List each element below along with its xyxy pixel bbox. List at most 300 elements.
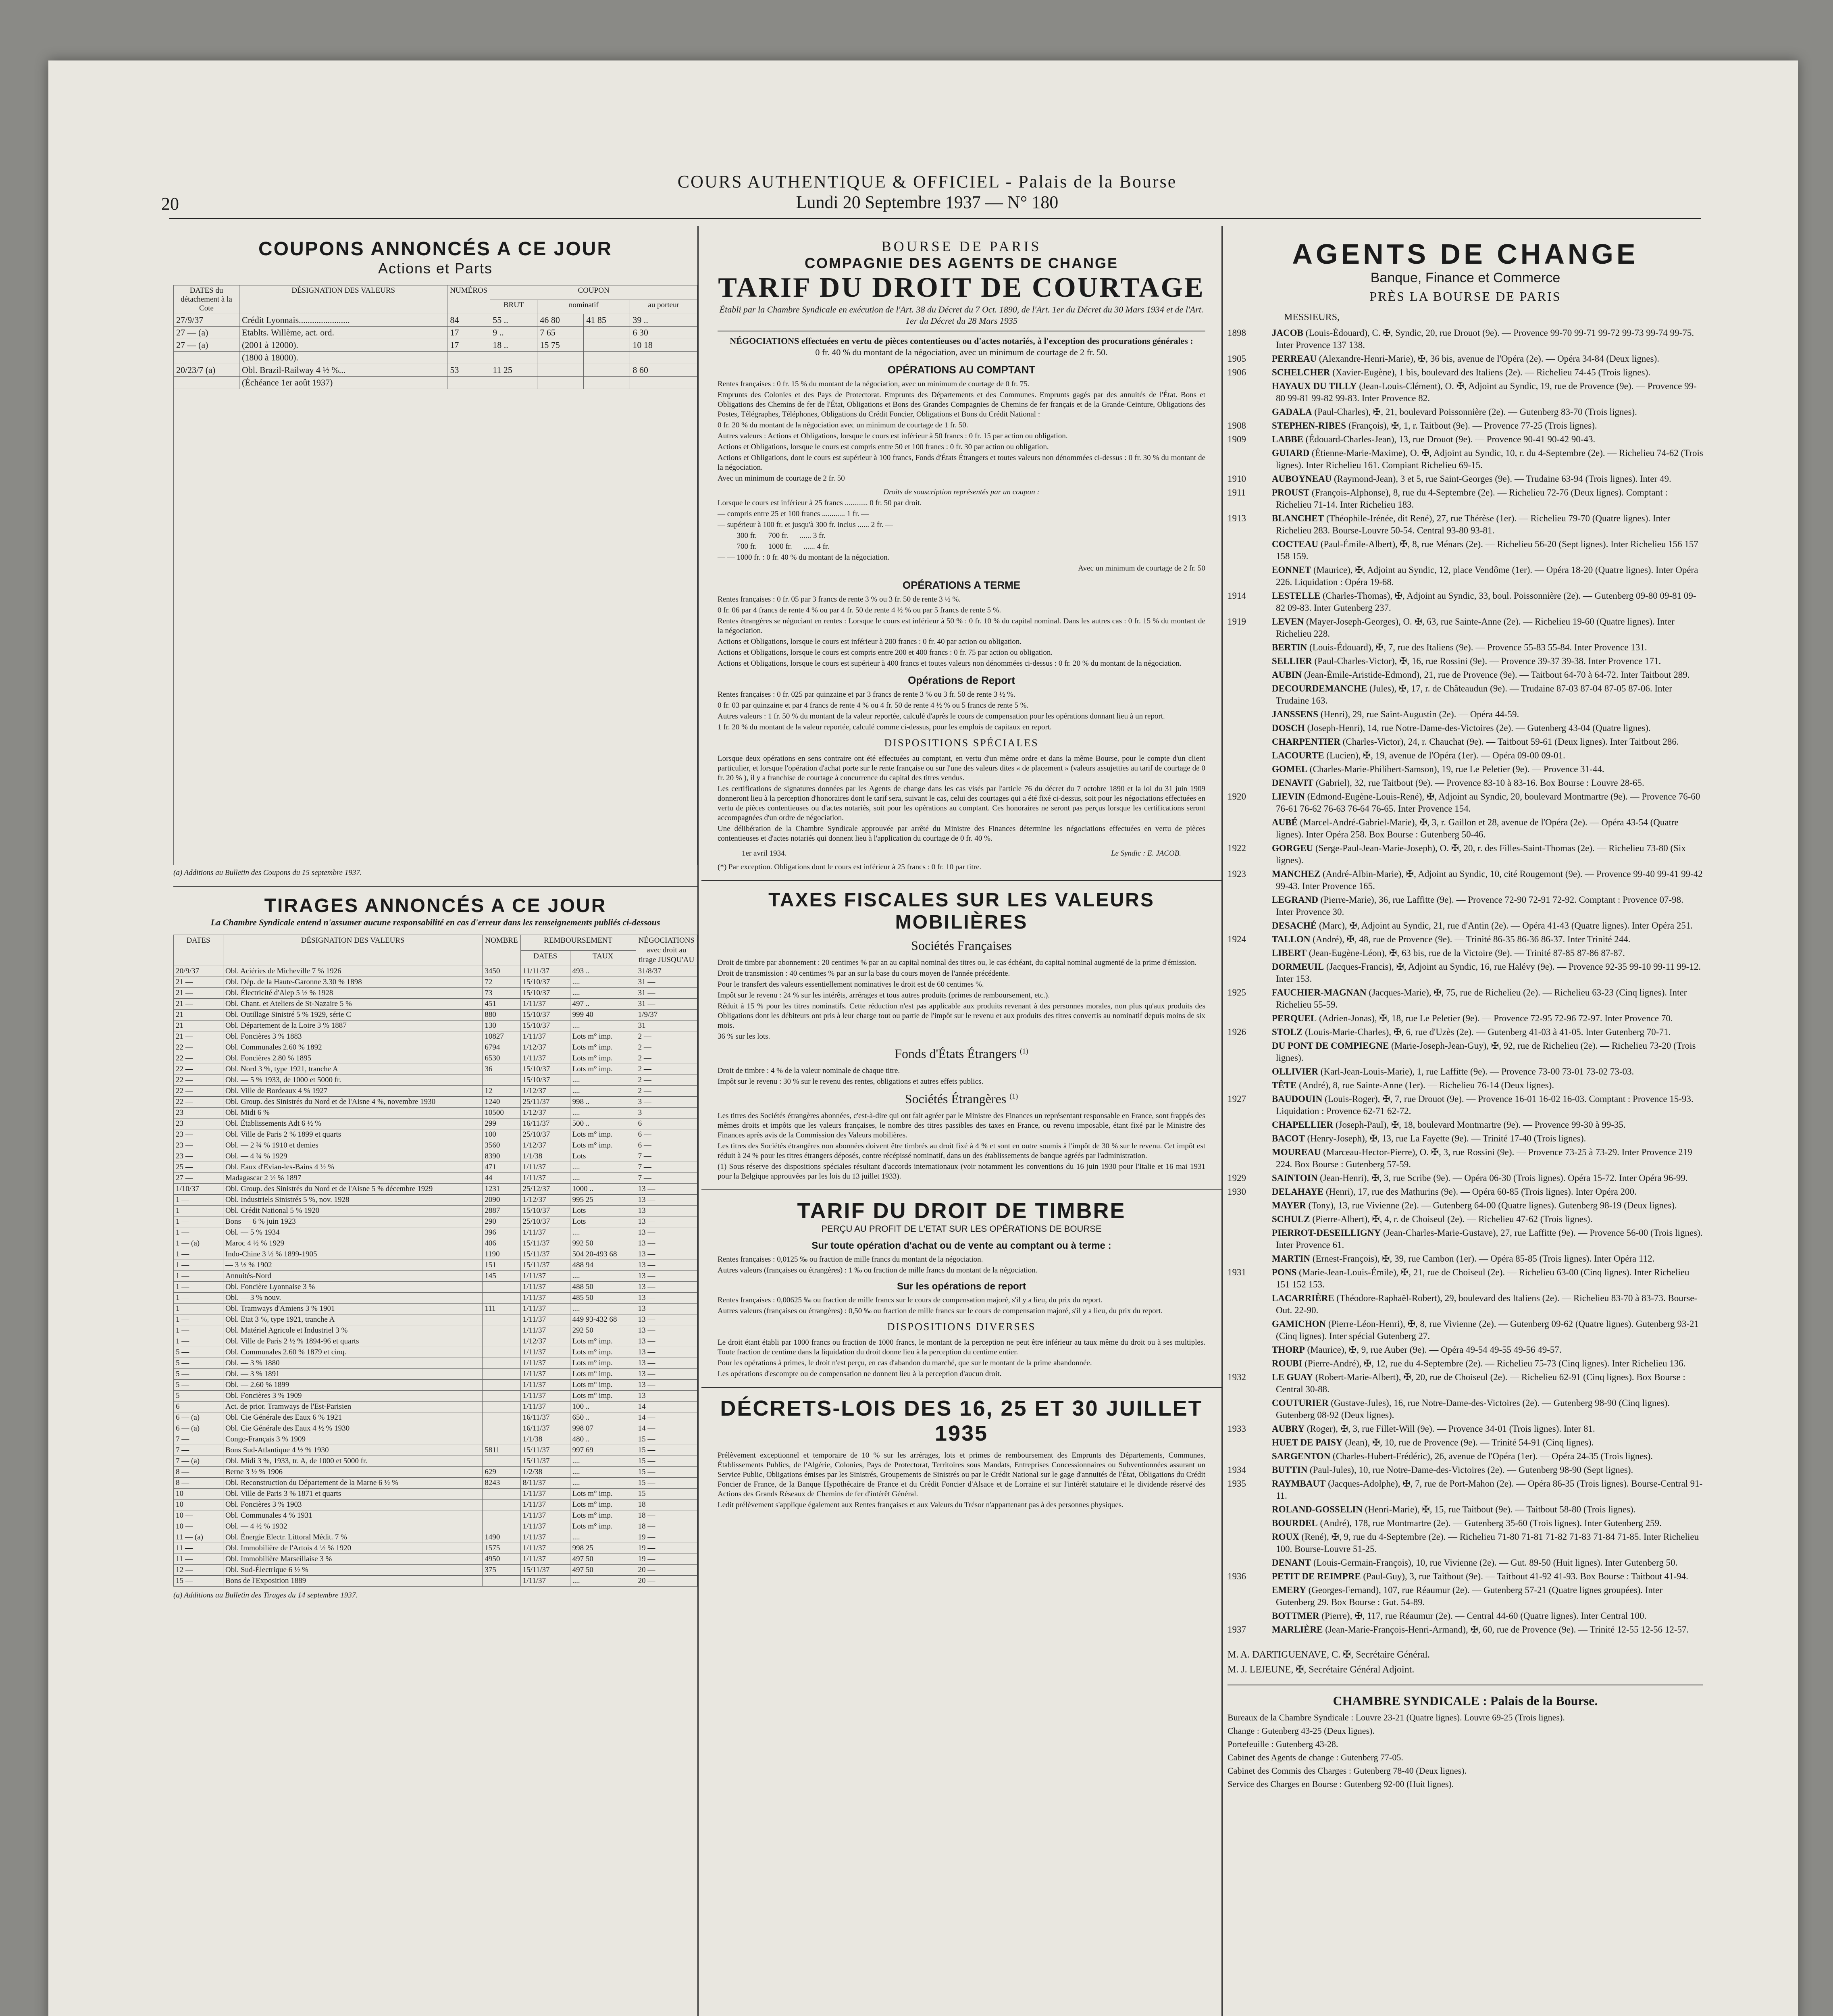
tirage-remb-date: 1/12/37 [520, 1140, 570, 1151]
tirage-designation: Obl. Foncières 3 % 1903 [223, 1500, 483, 1510]
coupon-nominatif-2 [584, 352, 630, 364]
coupon-number: 84 [447, 314, 490, 327]
div-text [718, 1338, 1205, 1379]
agent-name: EMERY [1272, 1585, 1306, 1595]
agent-detail: (Jacques-Francis), ✠, Adjoint au Syndic, 16, rue Halévy (9e). — Provence 92-35 99-10 99-11 99-12. Inter 153. [1276, 962, 1701, 984]
tirage-row [174, 1358, 697, 1369]
agent-detail: (Charles-Hubert-Frédéric), 26, avenue de l'Opéra (1er). — Opéra 24-35 (Trois lignes). [1333, 1451, 1653, 1461]
agent-detail: (Jean-Henri), ✠, 3, rue Scribe (9e). — Opéra 06-30 (Trois lignes). Opéra 15-72. Inter Opéra 96-99. [1320, 1173, 1688, 1183]
coupon-number [447, 352, 490, 364]
tirage-date: 22 — [174, 1064, 223, 1075]
agent-name: JANSSENS [1272, 709, 1319, 719]
comptant-paragraph: 0 fr. 20 % du montant de la négociation avec un minimum de courtage de 1 fr. 50. [718, 421, 968, 429]
agent-entry [1228, 616, 1703, 640]
taxes-fr-paragraph: Réduit à 15 % pour les titres nominatifs. Cette réduction n'est pas applicable aux produits revenant à des personnes morales, non plus qu'aux produits des Obligations dont les débiteurs ont pris à leur charge tout ou partie de l'impôt sur le revenu et aux produits des titres convertis au nominatif depuis moins de six mois. [718, 1002, 1205, 1030]
tirage-remb-date: 1/12/37 [520, 1336, 570, 1347]
tirage-designation: Obl. Outillage Sinistré 5 % 1929, série C [223, 1010, 483, 1020]
taxes-title: TAXES FISCALES SUR LES VALEURS MOBILIÈRES [768, 889, 1155, 933]
agent-entry [1228, 1624, 1703, 1636]
agent-entry [1228, 1213, 1703, 1225]
agent-entry [1228, 1093, 1703, 1117]
masthead-date: Lundi 20 Septembre 1937 — N° 180 [796, 192, 1059, 212]
tirage-nego: 13 — [636, 1293, 697, 1304]
terme-paragraph: Rentes françaises : 0 fr. 05 par 3 francs de rente 3 % ou 3 fr. 50 de rente 3 ½ %. [718, 595, 961, 604]
tirage-row [174, 999, 697, 1010]
nego-label: NÉGOCIATIONS effectuées en vertu de pièces contentieuses ou d'actes notariés, à l'exception des procurations générales : [730, 336, 1193, 346]
tirage-nego: 15 — [636, 1489, 697, 1500]
coupon-row [174, 314, 697, 327]
agent-name: SCHELCHER [1272, 367, 1330, 377]
agents-subtitle: Banque, Finance et Commerce [1370, 270, 1560, 285]
agent-entry [1228, 933, 1703, 946]
agent-name: BOTTMER [1272, 1611, 1319, 1621]
timbre-line: Autres valeurs (françaises ou étrangères) : 1 ‰ ou fraction de mille francs du montant de la négociation. [718, 1266, 1038, 1275]
tirage-nego: 7 — [636, 1162, 697, 1173]
tirage-taux: Lots m° imp. [570, 1053, 636, 1064]
tirage-date: 23 — [174, 1118, 223, 1129]
tirage-row [174, 1478, 697, 1489]
timbre-lines1 [718, 1255, 1205, 1275]
comptant-paragraph: Autres valeurs : Actions et Obligations, lorsque le cours est inférieur à 50 francs : 0 fr. 15 par action ou obligation. [718, 432, 1068, 440]
coupon-designation: (2001 à 12000). [239, 339, 447, 352]
agent-detail: (Georges-Fernand), 107, rue Réaumur (2e). — Gutenberg 57-21 (Quatre lignes groupées). Inter Gutenberg 29. Box Bourse : Gut. 54-89. [1276, 1585, 1663, 1607]
agent-name: DESACHÉ [1272, 921, 1317, 931]
agent-detail: (Maurice), ✠, Adjoint au Syndic, 12, place Vendôme (1er). — Opéra 18-20 (Quatre lignes). Inter Opéra 226. Liquidation : Opéra 19-68. [1276, 565, 1698, 587]
tirage-date: 10 — [174, 1500, 223, 1510]
agent-entry [1228, 538, 1703, 562]
tirage-designation: Obl. — 3 % 1880 [223, 1358, 483, 1369]
agents-subtitle2: PRÈS LA BOURSE DE PARIS [1369, 289, 1561, 304]
agent-detail: (Henri), 17, rue des Mathurins (9e). — Opéra 60-85 (Trois lignes). Inter Opéra 200. [1326, 1187, 1637, 1197]
tirage-date: 5 — [174, 1380, 223, 1391]
tirage-nego: 15 — [636, 1478, 697, 1489]
tirage-remb-date: 1/11/37 [520, 1162, 570, 1173]
agent-name: MOUREAU [1272, 1147, 1321, 1157]
tirage-nombre [483, 1336, 520, 1347]
agent-year: 1923 [1228, 869, 1246, 879]
tirage-nombre: 396 [483, 1227, 520, 1238]
tirage-nombre: 375 [483, 1565, 520, 1576]
tirage-date: 5 — [174, 1369, 223, 1380]
tirage-designation: — 3 ½ % 1902 [223, 1260, 483, 1271]
tirage-designation: Obl. Group. des Sinistrés du Nord et de l'Aisne 5 % décembre 1929 [223, 1184, 483, 1195]
tirage-taux: 650 .. [570, 1412, 636, 1423]
agent-detail: (François-Alphonse), 8, rue du 4-Septembre (2e). — Richelieu 72-76 (Deux lignes). Comptant : Richelieu 71-14. Inter Richelieu 183. [1276, 487, 1668, 510]
tirage-remb-date: 15/10/37 [520, 1020, 570, 1031]
col-dates: DATES du détachement à la Cote [174, 285, 239, 314]
tirage-nombre: 8243 [483, 1478, 520, 1489]
taxes-etr-paragraph: Les titres des Sociétés étrangères non abonnées doivent être timbrés au droit fixé à 4 % et sont en outre soumis à l'impôt de 30 % sur le revenu. Cet impôt est réduit à 24 % pour les titres étrangers déposés, contre récépissé nominatif, dans un des établissements de banque agréés par l'administration. [718, 1142, 1205, 1160]
tirage-designation: Obl. Électricité d'Alep 5 ½ % 1928 [223, 988, 483, 999]
col-t-nombre: NOMBRE [483, 935, 520, 966]
tirage-designation: Act. de prior. Tramways de l'Est-Parisien [223, 1402, 483, 1412]
agent-year: 1908 [1228, 421, 1246, 431]
agent-name: MANCHEZ [1272, 869, 1321, 879]
tarif-signature [718, 845, 1205, 862]
agent-detail: (Louis-Édouard), ✠, 7, rue des Italiens (9e). — Provence 55-83 55-84. Inter Provence 131. [1309, 642, 1647, 652]
tirage-nombre: 3450 [483, 966, 520, 977]
tirage-remb-date: 1/11/37 [520, 1358, 570, 1369]
tirage-taux: .... [570, 1020, 636, 1031]
tirage-date: 22 — [174, 1075, 223, 1086]
agent-year: 1919 [1228, 616, 1246, 627]
agent-detail: (Henri), 29, rue Saint-Augustin (2e). — Opéra 44-59. [1320, 709, 1519, 719]
souscription-line: — compris entre 25 et 100 francs ............ 1 fr. — [718, 510, 869, 518]
agent-name: MARTIN [1272, 1254, 1311, 1264]
tirage-row [174, 1086, 697, 1097]
agent-detail: (Edmond-Eugène-Louis-René), ✠, Adjoint au Syndic, 20, boulevard Montmartre (9e). — Provence 76-60 76-61 76-62 76-63 76-64 76-65. Inter Provence 154. [1276, 791, 1700, 814]
tirage-row [174, 1151, 697, 1162]
tirage-row [174, 1532, 697, 1543]
tirage-date: 1 — [174, 1314, 223, 1325]
agent-name: PROUST [1272, 487, 1310, 498]
tirage-taux: .... [570, 1467, 636, 1478]
terme-paragraph: Actions et Obligations, lorsque le cours est supérieur à 400 francs et toutes valeurs non dénommées ci-dessus : 0 fr. 20 % du montant de la négociation. [718, 659, 1182, 668]
tirage-nego: 13 — [636, 1282, 697, 1293]
coupon-brut: 11 25 [490, 364, 537, 377]
col-t-remb: REMBOURSEMENT [520, 935, 636, 951]
timbre-line: Autres valeurs (françaises ou étrangères) : 0,50 ‰ ou fraction de mille francs sur le cours de compensation majoré, s'il y a lieu, du prix du report. [718, 1307, 1163, 1315]
tirage-nombre: 3560 [483, 1140, 520, 1151]
secretary-line: M. A. DARTIGUENAVE, C. ✠, Secrétaire Général. [1228, 1649, 1430, 1660]
tirage-row [174, 977, 697, 988]
tirage-nego: 7 — [636, 1173, 697, 1184]
agent-entry [1228, 1478, 1703, 1502]
agent-name: GUIARD [1272, 448, 1310, 458]
tirage-designation: Obl. Industriels Sinistrés 5 %, nov. 1928 [223, 1195, 483, 1206]
agent-name: AUBIN [1272, 670, 1302, 680]
agent-entry [1228, 736, 1703, 748]
coupon-designation: (1800 à 18000). [239, 352, 447, 364]
tirage-taux: 493 .. [570, 966, 636, 977]
agent-entry [1228, 1026, 1703, 1038]
decrets-paragraph: Prélèvement exceptionnel et temporaire de 10 % sur les arrérages, lots et primes de remboursement des Emprunts des Départements, Communes, Établissements Publics, de l'Algérie, Colonies, Pays de Protectorat, Territoires sous Mandats, Entreprises Concessionnaires ou Subventionnées assurant un Service Public, Obligations émises par les Sinistrés, Groupements de Sinistrés ou par le Crédit National sur le gage d'annuités de l'État, Obligations du Crédit Foncier de France, de la Banque Hypothécaire de France et du Crédit Foncier d'Alsace et de Lorraine et sur l'intérêt statutaire et le dividende réservé des Actions des Grands Réseaux de Chemins de fer d'intérêt Général. [718, 1451, 1205, 1498]
tirage-date: 21 — [174, 977, 223, 988]
agent-name: DENAVIT [1272, 778, 1314, 788]
taxes-fr-paragraph: Droit de transmission : 40 centimes % par an sur la base du cours moyen de l'année précédente. [718, 969, 1010, 978]
agent-detail: (Marie-Joseph-Jean-Guy), ✠, 92, rue de Richelieu (2e). — Richelieu 73-20 (Trois lignes). [1276, 1041, 1696, 1063]
coupons-footnote: (a) Additions au Bulletin des Coupons du 15 septembre 1937. [173, 868, 362, 877]
coupon-date: 27 — (a) [174, 339, 239, 352]
tirage-designation: Congo-Français 3 % 1909 [223, 1434, 483, 1445]
tirage-remb-date: 1/11/37 [520, 1500, 570, 1510]
tirage-remb-date: 16/11/37 [520, 1423, 570, 1434]
agent-detail: (François), ✠, 1, r. Taitbout (9e). — Provence 77-25 (Trois lignes). [1348, 421, 1597, 431]
tirage-nombre [483, 1402, 520, 1412]
agent-detail: (Gustave-Jules), 16, rue Notre-Dame-des-Victoires (2e). — Gutenberg 98-90 (Cinq lignes). Gutenberg 08-92 (Deux lignes). [1276, 1398, 1670, 1420]
tirage-date: 1 — [174, 1336, 223, 1347]
agent-name: STEPHEN-RIBES [1272, 421, 1346, 431]
tirage-date: 5 — [174, 1391, 223, 1402]
agent-year: 1910 [1228, 474, 1246, 484]
tirage-nombre: 12 [483, 1086, 520, 1097]
agent-name: MARLIÈRE [1272, 1624, 1323, 1635]
col-porteur: au porteur [630, 300, 697, 314]
agent-detail: (Raymond-Jean), 3 et 5, rue Saint-Georges (9e). — Trudaine 63-94 (Trois lignes). Inter 49. [1334, 474, 1671, 484]
tirage-designation: Obl. — 4 ½ % 1932 [223, 1521, 483, 1532]
tirage-designation: Obl. — 5 % 1934 [223, 1227, 483, 1238]
tirage-row [174, 1304, 697, 1314]
agent-year: 1905 [1228, 354, 1246, 364]
tirage-row [174, 1489, 697, 1500]
tirages-note: La Chambre Syndicale entend n'assumer aucune responsabilité en cas d'erreur dans les renseignements publiés ci-dessous [210, 917, 660, 927]
tirage-nego: 15 — [636, 1445, 697, 1456]
souscription-line: — supérieur à 100 fr. et jusqu'à 300 fr. inclus ...... 2 fr. — [718, 521, 893, 529]
agent-year: 1933 [1228, 1424, 1246, 1434]
tirage-remb-date: 1/11/37 [520, 1521, 570, 1532]
tirage-date: 1 — [174, 1206, 223, 1216]
agent-entry [1228, 1570, 1703, 1583]
tirage-taux: Lots m° imp. [570, 1521, 636, 1532]
agent-name: LIEVIN [1272, 791, 1305, 802]
coupon-porteur: 10 18 [630, 339, 697, 352]
taxes-etr-paragraph: Les titres des Sociétés étrangères abonnées, c'est-à-dire qui ont fait agréer par le Ministre des Finances un représentant responsable en France, sont frappés des mêmes droits et impôts que les valeurs françaises, le nombre des titres passibles des taxes en France, ou revenu imposable, étant fixé par le Ministre des Finances après avis de la Commission des Valeurs mobilières. [718, 1112, 1205, 1139]
taxes-etr-paragraph: (1) Sous réserve des dispositions spéciales résultant d'accords internationaux (voir notamment les conventions du 16 juin 1930 pour l'Italie et 16 mai 1931 pour la Belgique approuvées par les lois du 13 juillet 1933). [718, 1162, 1205, 1181]
agent-detail: (Paul-Jules), 10, rue Notre-Dame-des-Victoires (2e). — Gutenberg 98-90 (Sept lignes). [1309, 1465, 1633, 1475]
agent-entry [1228, 655, 1703, 667]
fonds-etr-label: Fonds d'États Étrangers [895, 1046, 1017, 1061]
tirage-row [174, 1500, 697, 1510]
tirage-nego: 31 — [636, 1020, 697, 1031]
societes-etr-sup: (1) [1009, 1092, 1018, 1100]
agent-entry [1228, 1079, 1703, 1091]
coupon-number [447, 377, 490, 389]
coupon-brut [490, 377, 537, 389]
tirage-nombre [483, 1434, 520, 1445]
tirage-remb-date: 1/11/37 [520, 1543, 570, 1554]
tirage-date: 1 — (a) [174, 1238, 223, 1249]
agent-detail: (Louis-Roger), ✠, 7, rue Drouot (9e). — Provence 16-01 16-02 16-03. Comptant : Provence 15-93. Liquidation : Provence 62-71 62-72. [1276, 1094, 1694, 1116]
agent-year: 1922 [1228, 843, 1246, 853]
tirage-taux: Lots [570, 1216, 636, 1227]
tirage-taux: .... [570, 1456, 636, 1467]
tirage-nombre: 1190 [483, 1249, 520, 1260]
tirage-designation: Bons — 6 % juin 1923 [223, 1216, 483, 1227]
tirage-taux: 480 .. [570, 1434, 636, 1445]
tirage-nombre: 406 [483, 1238, 520, 1249]
tirage-remb-date: 1/11/37 [520, 1369, 570, 1380]
agent-year: 1927 [1228, 1094, 1246, 1104]
agent-name: TALLON [1272, 934, 1311, 944]
col-coupon: COUPON [490, 285, 697, 300]
tirage-date: 1 — [174, 1293, 223, 1304]
agent-year: 1925 [1228, 987, 1246, 998]
agent-detail: (Paul-Charles), ✠, 21, boulevard Poissonnière (2e). — Gutenberg 83-70 (Trois lignes). [1314, 407, 1637, 417]
souscription-line: — — 700 fr. — 1000 fr. — ...... 4 fr. — [718, 542, 839, 551]
tirage-row [174, 1042, 697, 1053]
tirage-nego: 2 — [636, 1031, 697, 1042]
tirage-taux: 1000 .. [570, 1184, 636, 1195]
tirage-nombre [483, 1380, 520, 1391]
tirage-row [174, 1347, 697, 1358]
tirage-designation: Obl. Reconstruction du Département de la Marne 6 ½ % [223, 1478, 483, 1489]
agent-year: 1930 [1228, 1187, 1246, 1197]
agent-detail: (Ernest-François), ✠, 39, rue Cambon (1er). — Opéra 85-85 (Trois lignes). Inter Opéra 112. [1312, 1254, 1655, 1264]
tirage-remb-date: 11/11/37 [520, 966, 570, 977]
tirage-designation: Obl. — 5 % 1933, de 1000 et 5000 fr. [223, 1075, 483, 1086]
tirage-designation: Bons de l'Exposition 1889 [223, 1576, 483, 1587]
agent-year: 1913 [1228, 513, 1246, 523]
tirage-designation: Obl. — 3 % 1891 [223, 1369, 483, 1380]
agent-detail: (Maurice), ✠, 9, rue Auber (9e). — Opéra 49-54 49-55 49-56 49-57. [1307, 1345, 1562, 1355]
tirage-row [174, 1412, 697, 1423]
agent-entry [1228, 1133, 1703, 1145]
agent-name: GAMICHON [1272, 1319, 1326, 1329]
tirage-nombre [483, 1576, 520, 1587]
agent-name: DU PONT DE COMPIEGNE [1272, 1041, 1389, 1051]
agent-year: 1911 [1228, 487, 1246, 498]
societes-etr-title [718, 1091, 1205, 1106]
col-t-rdates: DATES [520, 950, 570, 966]
agent-entry [1228, 327, 1703, 351]
agent-name: PETIT DE REIMPRE [1272, 1571, 1361, 1581]
tirage-date: 21 — [174, 988, 223, 999]
tirage-nombre [483, 1391, 520, 1402]
tirage-remb-date: 15/10/37 [520, 1075, 570, 1086]
agent-entry [1228, 1557, 1703, 1569]
tirage-date: 1 — [174, 1271, 223, 1282]
tirage-designation: Obl. Group. des Sinistrés du Nord et de l'Aisne 4 %, novembre 1930 [223, 1097, 483, 1108]
terme-paragraph: Rentes étrangères se négociant en rentes : Lorsque le cours est inférieur à 50 % : 0 fr. 10 % du capital nominal. Dans les autres cas : 0 fr. 15 % du montant de la négociation. [718, 617, 1205, 635]
tirage-row [174, 1402, 697, 1412]
coupon-row [174, 377, 697, 389]
coupon-nominatif [537, 352, 584, 364]
masthead [645, 171, 1209, 212]
agent-name: DOSCH [1272, 723, 1305, 733]
tarif-syndic: Le Syndic : E. JACOB. [1111, 849, 1181, 858]
tirage-taux: Lots m° imp. [570, 1489, 636, 1500]
tirage-designation: Obl. Communales 2.60 % 1892 [223, 1042, 483, 1053]
agent-name: BLANCHET [1272, 513, 1324, 523]
tirage-nego: 14 — [636, 1412, 697, 1423]
agent-entry [1228, 1584, 1703, 1608]
tirage-nombre [483, 1412, 520, 1423]
coupons-subtitle: Actions et Parts [378, 260, 493, 277]
tirage-nombre: 100 [483, 1129, 520, 1140]
tirage-designation: Obl. — 3 % nouv. [223, 1293, 483, 1304]
tirage-nego: 18 — [636, 1510, 697, 1521]
tirage-date: 10 — [174, 1489, 223, 1500]
tirage-remb-date: 1/11/37 [520, 1293, 570, 1304]
report-paragraph: Autres valeurs : 1 fr. 50 % du montant de la valeur reportée, calculé d'après le cours de compensation pour les opérations donnant lieu à un report. [718, 712, 1165, 721]
secretaries [1228, 1648, 1703, 1677]
agent-detail: (Serge-Paul-Jean-Marie-Joseph), O. ✠, 20, r. des Filles-Saint-Thomas (2e). — Richelieu 73-80 (Six lignes). [1276, 843, 1686, 865]
tirage-taux: Lots m° imp. [570, 1358, 636, 1369]
agent-detail: (Henri-Marie), ✠, 15, rue Taitbout (9e). — Taitbout 58-80 (Trois lignes). [1365, 1504, 1636, 1514]
agent-detail: (Jules), ✠, 17, r. de Châteaudun (9e). — Trudaine 87-03 87-04 87-05 87-06. Inter Trudaine 163. [1276, 683, 1672, 706]
tirage-nego: 15 — [636, 1456, 697, 1467]
agent-entry [1228, 367, 1703, 379]
agent-name: SCHULZ [1272, 1214, 1310, 1224]
tarif-title: TARIF DU DROIT DE COURTAGE [718, 272, 1205, 303]
tirage-row [174, 1173, 697, 1184]
timbre-h1: Sur toute opération d'achat ou de vente au comptant ou à terme : [811, 1240, 1111, 1251]
decrets-title: DÉCRETS-LOIS DES 16, 25 ET 30 JUILLET 1935 [720, 1396, 1203, 1445]
tirage-nombre [483, 1282, 520, 1293]
tirage-taux: 488 94 [570, 1260, 636, 1271]
coupon-date [174, 352, 239, 364]
agent-detail: (Charles-Marie-Philibert-Samson), 19, rue Le Peletier (9e). — Provence 31-44. [1309, 764, 1604, 774]
tirage-nego: 7 — [636, 1151, 697, 1162]
agent-year: 1920 [1228, 791, 1246, 802]
tirage-row [174, 1140, 697, 1151]
tirage-remb-date: 25/12/37 [520, 1184, 570, 1195]
tirage-nombre [483, 1500, 520, 1510]
tirage-nombre: 471 [483, 1162, 520, 1173]
dispositions-paragraph: Une délibération de la Chambre Syndicale approuvée par arrêté du Ministre des Finances détermine les négociations effectuées en vertu de pièces contentieuses et d'actes notariés qui donnent lieu à l'application du courtage de 0 fr. 40 %. [718, 825, 1205, 843]
agent-year: 1936 [1228, 1571, 1246, 1581]
tirage-nombre: 290 [483, 1216, 520, 1227]
tirage-taux: Lots m° imp. [570, 1031, 636, 1042]
agent-year: 1924 [1228, 934, 1246, 944]
tirage-row [174, 1369, 697, 1380]
agent-detail: (Marcel-André-Gabriel-Marie), ✠, 3, r. Gaillon et 28, avenue de l'Opéra (2e). — Opéra 43-54 (Quatre lignes). Inter Opéra 258. Box Bourse : Gutenberg 50-46. [1276, 817, 1679, 839]
tirage-taux: Lots m° imp. [570, 1042, 636, 1053]
agent-entry [1228, 842, 1703, 866]
agent-name: TÊTE [1272, 1080, 1297, 1090]
tirage-nego: 13 — [636, 1238, 697, 1249]
tirage-designation: Maroc 4 ½ % 1929 [223, 1238, 483, 1249]
tirage-row [174, 1467, 697, 1478]
tirage-remb-date: 1/11/37 [520, 1347, 570, 1358]
tirage-nombre: 151 [483, 1260, 520, 1271]
tirage-taux: Lots m° imp. [570, 1347, 636, 1358]
coupon-nominatif: 7 65 [537, 327, 584, 339]
coupon-designation: Obl. Brazil-Railway 4 ½ %... [239, 364, 447, 377]
tirage-row [174, 1162, 697, 1173]
comptant-title: OPÉRATIONS AU COMPTANT [887, 364, 1036, 376]
agent-name: DORMEUIL [1272, 962, 1324, 972]
agent-detail: (Joseph-Paul), ✠, 18, boulevard Montmartre (9e). — Provence 99-30 à 99-35. [1335, 1120, 1626, 1130]
coupon-brut: 18 .. [490, 339, 537, 352]
fonds-etr-sup: (1) [1019, 1047, 1028, 1055]
tirage-row [174, 1249, 697, 1260]
tirage-date: 22 — [174, 1097, 223, 1108]
coupon-date [174, 377, 239, 389]
tirage-date: 8 — [174, 1478, 223, 1489]
tirage-nego: 20 — [636, 1576, 697, 1587]
tirage-row [174, 1565, 697, 1576]
souscription-line: — — 300 fr. — 700 fr. — ...... 3 fr. — [718, 531, 835, 540]
agent-entry [1228, 947, 1703, 959]
tirage-nombre: 1240 [483, 1097, 520, 1108]
agent-name: CHAPELLIER [1272, 1120, 1334, 1130]
tirage-taux: .... [570, 1173, 636, 1184]
agent-detail: (Pierre-Marie), 36, rue Laffitte (9e). — Provence 72-90 72-91 72-92. Comptant : Provence 07-98. Inter Provence 30. [1276, 895, 1683, 917]
report-paragraph: 0 fr. 03 par quinzaine et par 4 francs de rente 4 % ou 4 fr. 50 de rente 4 ½ % ou 5 francs de rente 5 %. [718, 701, 1029, 710]
tirage-nego: 15 — [636, 1467, 697, 1478]
tirage-nombre: 8390 [483, 1151, 520, 1162]
tirage-taux: 449 93-432 68 [570, 1314, 636, 1325]
report-paragraph: Rentes françaises : 0 fr. 025 par quinzaine et par 3 francs de rente 3 % ou 3 fr. 50 de rente 3 ½ %. [718, 690, 1015, 699]
tirage-designation: Obl. Foncières 2.80 % 1895 [223, 1053, 483, 1064]
tirage-nego: 13 — [636, 1358, 697, 1369]
tirage-nombre: 10500 [483, 1108, 520, 1118]
tirage-remb-date: 1/11/37 [520, 1173, 570, 1184]
col-nominatif: nominatif [537, 300, 630, 314]
tirage-taux: Lots m° imp. [570, 1510, 636, 1521]
tirage-designation: Obl. Foncières 3 % 1883 [223, 1031, 483, 1042]
tirage-row [174, 1216, 697, 1227]
page-number: 20 [161, 194, 179, 214]
agent-detail: (Jean-Charles-Marie-Gustave), 27, rue Laffitte (9e). — Provence 56-00 (Trois lignes). Inter Provence 61. [1276, 1228, 1703, 1250]
agent-entry [1228, 1012, 1703, 1025]
tirage-designation: Obl. Cie Générale des Eaux 4 ½ % 1930 [223, 1423, 483, 1434]
agent-detail: (Louis-Édouard), C. ✠, Syndic, 20, rue Drouot (9e). — Provence 99-70 99-71 99-72 99-73 99-74 99-75. Inter Provence 137 138. [1276, 328, 1694, 350]
agent-detail: (André-Albin-Marie), ✠, Adjoint au Syndic, 10, cité Rougemont (9e). — Provence 99-40 99-41 99-42 99-43. Inter Provence 165. [1276, 869, 1703, 891]
tirage-row [174, 1031, 697, 1042]
coupon-brut [490, 352, 537, 364]
